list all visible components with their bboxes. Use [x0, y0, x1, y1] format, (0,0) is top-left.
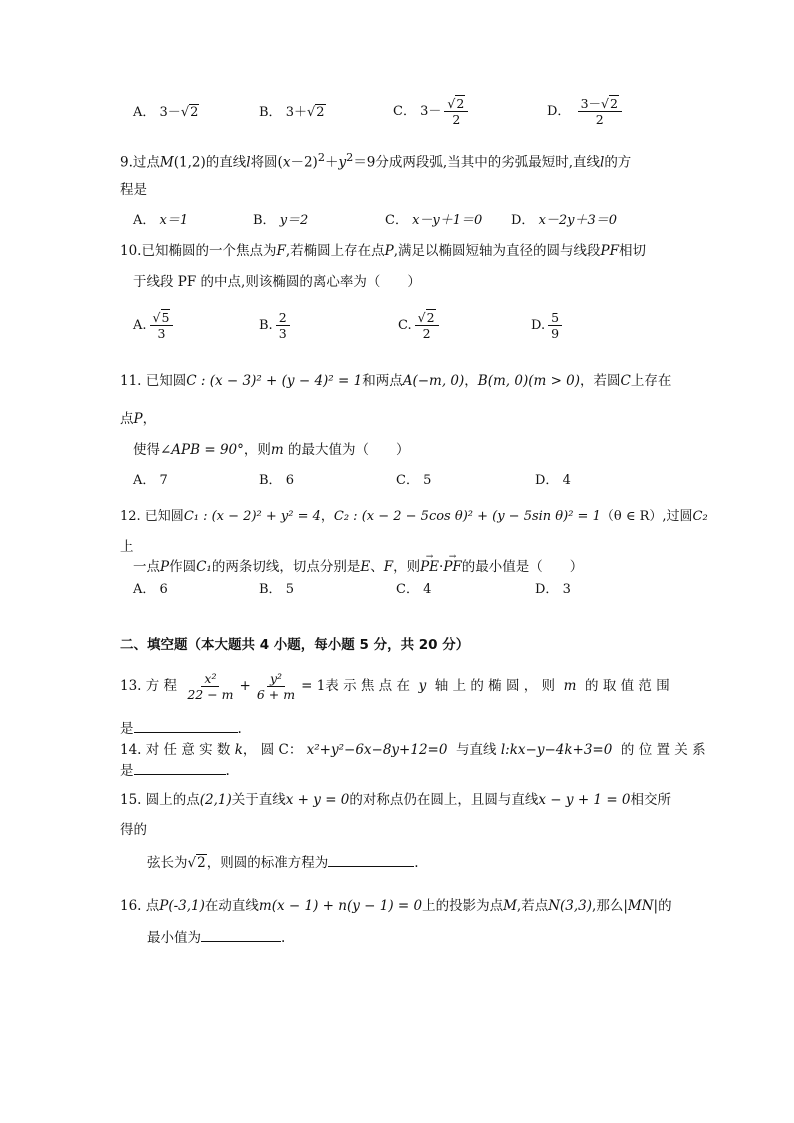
q15-stem-line2: 得的	[120, 822, 147, 838]
q12-option-b: B． 5	[259, 582, 294, 597]
q14-answer-blank[interactable]	[134, 760, 226, 775]
q14-stem-line1: 14. 对 任 意 实 数 k， 圆 C： x²+y²−6x−8y+12=0 与直线 l:kx−y−4k+3=0 的 位 置 关 系	[120, 742, 706, 758]
q14-stem-line2: 是 .	[120, 760, 230, 781]
vector-pf: → PF	[443, 557, 461, 577]
q16-stem-line2: 最小值为 .	[147, 927, 285, 948]
section-heading-fill-in: 二、填空题（本大题共 4 小题，每小题 5 分，共 20 分）	[120, 637, 470, 653]
q9-stem-line2: 程是	[120, 182, 147, 198]
q10-option-c: C. $\frac{√2}{2}$	[398, 310, 442, 341]
q11-stem-line1: 11. 已知圆C : (x − 3)² + (y − 4)² = 1和两点A(−m, 0)，B(m, 0)(m > 0)，若圆C上存在	[120, 373, 672, 389]
q12-option-a: A． 6	[133, 582, 168, 597]
q16-answer-blank[interactable]	[201, 927, 281, 942]
q12-stem-line1: 12. 已知圆C₁ : (x − 2)² + y² = 4，C₂ : (x − 2 − 5cos θ)² + (y − 5sin θ)² = 1（θ ∈ R）,过圆C₂	[120, 509, 708, 524]
q9-option-a: A． x＝1	[133, 213, 189, 228]
q15-stem-line1: 15. 圆上的点(2,1)关于直线x + y = 0的对称点仍在圆上，且圆与直线x − y + 1 = 0相交所	[120, 792, 672, 808]
q16-stem-line1: 16. 点P(-3,1)在动直线m(x − 1) + n(y − 1) = 0上的投影为点M,若点N(3,3),那么|MN|的	[120, 898, 672, 914]
q9-option-d: D． x－2y＋3＝0	[511, 213, 618, 228]
q10-option-b: B. $\frac{2}{3}$	[259, 310, 293, 341]
q10-stem-line1: 10.已知椭圆的一个焦点为F,若椭圆上存在点P,满足以椭圆短轴为直径的圆与线段PF相切	[120, 243, 646, 259]
q12-option-c: C． 4	[396, 582, 432, 597]
q8-option-c: C． 3－ $\frac{√2}{2}$	[393, 96, 471, 127]
q12-stem-line3: 一点P作圆C₁的两条切线，切点分别是E、F，则→ PE·→ PF的最小值是（ ）	[133, 557, 583, 577]
q11-option-a: A． 7	[133, 473, 168, 488]
q8-option-d: D． $\frac{3-√2}{2}$	[547, 96, 625, 127]
q11-stem-line2: 点P，	[120, 411, 157, 427]
q13-answer-blank[interactable]	[134, 718, 238, 733]
q11-option-c: C． 5	[396, 473, 432, 488]
q8-option-a: A． 3－√2	[133, 105, 199, 120]
q12-stem-line2: 上	[120, 539, 134, 555]
q11-option-d: D． 4	[535, 473, 571, 488]
q9-option-c: C． x－y＋1＝0	[385, 213, 483, 228]
q9-option-b: B． y＝2	[253, 213, 309, 228]
q15-answer-blank[interactable]	[328, 852, 414, 867]
q11-stem-line3: 使得∠APB = 90°，则m 的最大值为（ ）	[133, 442, 410, 458]
q15-stem-line3: 弦长为√2，则圆的标准方程为 .	[147, 852, 419, 873]
q12-option-d: D． 3	[535, 582, 571, 597]
vector-pe: → PE	[420, 557, 439, 577]
q10-stem-line2: 于线段 PF 的中点,则该椭圆的离心率为（ ）	[133, 274, 421, 290]
q13-stem-line2: 是 .	[120, 718, 242, 739]
q10-option-a: A. $\frac{√5}{3}$	[133, 310, 176, 341]
q13-stem-line1: 13. 方 程 $\frac{\text{x²}}{22 - m}$ + $\frac{\text{y²}}{6 + m}$ = 1表 示 焦 点 在 y 轴 上 的 椭 圆 ， 则 m 的 取 值 范 围	[120, 671, 670, 702]
q9-stem-line1: 9.过点M(1,2)的直线l将圆$(x-2)^2+y^2=9$分成两段弧,当其中的劣弧最短时,直线l的方	[120, 151, 632, 171]
q11-option-b: B． 6	[259, 473, 294, 488]
q10-option-d: D. $\frac{5}{9}$	[531, 310, 565, 341]
q8-option-b: B． 3＋√2	[259, 105, 325, 120]
